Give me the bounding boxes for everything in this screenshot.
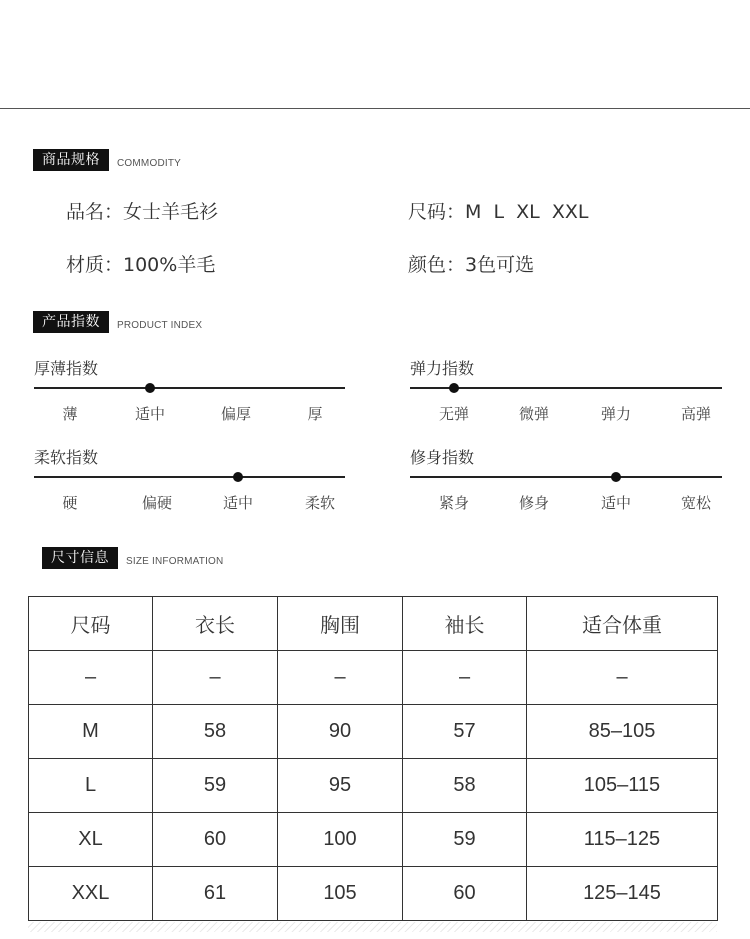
product-index-title: 产品指数 xyxy=(33,311,109,333)
size-info-section-header xyxy=(42,547,223,569)
product-index-subtitle: PRODUCT INDEX xyxy=(117,319,203,331)
scale-tick-label: 弹力 xyxy=(600,405,632,423)
product-index-section-header xyxy=(33,311,202,333)
size-info-title: 尺寸信息 xyxy=(42,547,118,569)
product-colors: 颜色：3色可选 xyxy=(408,254,535,276)
scale-tick-label: 高弹 xyxy=(680,405,712,423)
scale-tick-label: 厚 xyxy=(307,405,323,423)
scale-title: 弹力指数 xyxy=(410,359,475,378)
size-table xyxy=(28,596,718,921)
table-row xyxy=(29,867,718,921)
cell-sleeve: 59 xyxy=(403,813,527,867)
cell-chest: 100 xyxy=(278,813,403,867)
scale-tick-label: 微弹 xyxy=(518,405,550,423)
scale-tick-label: 偏硬 xyxy=(141,494,173,512)
header-chest: 胸围 xyxy=(278,597,403,651)
scale-tick-label: 偏厚 xyxy=(220,405,252,423)
scale-title: 柔软指数 xyxy=(34,448,99,467)
cell-sleeve: 60 xyxy=(403,867,527,921)
scale-title: 厚薄指数 xyxy=(34,359,99,378)
size-info-subtitle: SIZE INFORMATION xyxy=(126,555,224,567)
header-length: 衣长 xyxy=(153,597,278,651)
scale-tick-label: 薄 xyxy=(62,405,78,423)
table-row xyxy=(29,813,718,867)
cell-chest: – xyxy=(278,651,403,705)
header-sleeve: 袖长 xyxy=(403,597,527,651)
table-row xyxy=(29,651,718,705)
scale-tick-label: 修身 xyxy=(518,494,550,512)
cell-size: M xyxy=(29,705,153,759)
cell-length: 60 xyxy=(153,813,278,867)
scale-tick-label: 适中 xyxy=(222,494,254,512)
scale-marker xyxy=(611,472,621,482)
cell-weight: 105–115 xyxy=(527,759,718,813)
cell-size: XXL xyxy=(29,867,153,921)
cell-length: 59 xyxy=(153,759,278,813)
product-material: 材质：100%羊毛 xyxy=(66,254,216,276)
scale-tick-label: 适中 xyxy=(600,494,632,512)
cell-chest: 105 xyxy=(278,867,403,921)
cell-sleeve: 57 xyxy=(403,705,527,759)
cell-weight: – xyxy=(527,651,718,705)
scale-marker xyxy=(449,383,459,393)
header-size: 尺码 xyxy=(29,597,153,651)
scale-tick-label: 硬 xyxy=(62,494,78,512)
commodity-section-header xyxy=(33,149,181,171)
cell-size: XL xyxy=(29,813,153,867)
product-name: 品名：女士羊毛衫 xyxy=(66,201,219,223)
cell-chest: 90 xyxy=(278,705,403,759)
top-divider xyxy=(0,108,750,109)
cell-weight: 115–125 xyxy=(527,813,718,867)
scale-tick-label: 适中 xyxy=(134,405,166,423)
scale-tick-label: 无弹 xyxy=(438,405,470,423)
commodity-subtitle: COMMODITY xyxy=(117,157,182,169)
cell-length: – xyxy=(153,651,278,705)
cell-length: 58 xyxy=(153,705,278,759)
cell-size: – xyxy=(29,651,153,705)
scale-marker xyxy=(233,472,243,482)
scale-tick-label: 紧身 xyxy=(438,494,470,512)
cell-weight: 125–145 xyxy=(527,867,718,921)
scale-tick-label: 柔软 xyxy=(304,494,336,512)
cell-sleeve: – xyxy=(403,651,527,705)
cell-weight: 85–105 xyxy=(527,705,718,759)
cell-size: L xyxy=(29,759,153,813)
scale-tick-label: 宽松 xyxy=(680,494,712,512)
decorative-hatch-strip xyxy=(28,922,717,932)
cell-length: 61 xyxy=(153,867,278,921)
table-row xyxy=(29,705,718,759)
header-weight: 适合体重 xyxy=(527,597,718,651)
table-row xyxy=(29,759,718,813)
cell-chest: 95 xyxy=(278,759,403,813)
commodity-title: 商品规格 xyxy=(33,149,109,171)
scale-track xyxy=(410,476,722,478)
cell-sleeve: 58 xyxy=(403,759,527,813)
product-sizes: 尺码：M L XL XXL xyxy=(408,201,589,223)
scale-track xyxy=(34,387,345,389)
size-table-header-row xyxy=(29,597,718,651)
scale-marker xyxy=(145,383,155,393)
scale-title: 修身指数 xyxy=(410,448,475,467)
scale-track xyxy=(34,476,345,478)
